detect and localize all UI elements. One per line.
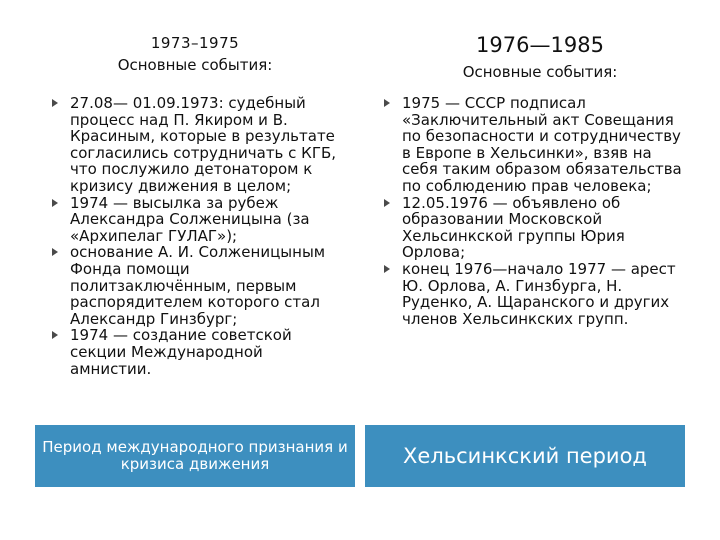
list-item (384, 261, 688, 327)
list-item-text: 12.05.1976 — объявлено об образовании Московской Хельсинкской группы Юрия Орлова; (402, 193, 625, 262)
right-banner-label: Хельсинкский период (403, 444, 647, 468)
right-period-banner (365, 425, 685, 487)
list-item-text: основание А. И. Солженицыным Фонда помощи политзаключённым, первым распорядителем которого стал Александр Гинзбург; (70, 243, 326, 328)
right-column-header (380, 33, 700, 81)
left-banner-label: Период международного признания и кризиса движения (42, 438, 348, 473)
right-subtitle: Основные события: (462, 63, 618, 81)
triangle-bullet-icon (384, 99, 390, 107)
triangle-bullet-icon (52, 199, 58, 207)
triangle-bullet-icon (384, 199, 390, 207)
list-item-text: конец 1976—начало 1977 — арест Ю. Орлова, А. Гинзбурга, Н. Руденко, А. Щаранского и других членов Хельсинкских групп. (402, 259, 676, 328)
left-subtitle: Основные события: (117, 56, 273, 74)
list-item-text: 1974 — высылка за рубеж Александра Солженицына (за «Архипелаг ГУЛАГ»); (70, 193, 310, 245)
triangle-bullet-icon (384, 265, 390, 273)
list-item (52, 95, 344, 195)
list-item-text: 1974 — создание советской секции Международной амнистии. (70, 326, 292, 378)
left-period-years: 1973–1975 (150, 34, 240, 52)
list-item-text: 27.08— 01.09.1973: судебный процесс над П. Якиром и В. Красиным, которые в результате согласились сотрудничать с КГБ, что послужило детонатором к кризису движения в целом; (70, 94, 337, 195)
list-item (52, 327, 344, 377)
list-item (384, 195, 688, 261)
left-events-list (52, 95, 344, 377)
right-period-years: 1976—1985 (476, 33, 604, 57)
list-item (384, 95, 688, 195)
right-events-list (384, 95, 688, 327)
triangle-bullet-icon (52, 248, 58, 256)
left-period-banner (35, 425, 355, 487)
list-item-text: 1975 — СССР подписал «Заключительный акт Совещания по безопасности и сотрудничеству в Европе в Хельсинки», взяв на себя таким образом обязательства по соблюдению прав человека; (402, 94, 682, 195)
left-column-header (60, 34, 330, 74)
list-item (52, 244, 344, 327)
triangle-bullet-icon (52, 331, 58, 339)
triangle-bullet-icon (52, 99, 58, 107)
list-item (52, 195, 344, 245)
